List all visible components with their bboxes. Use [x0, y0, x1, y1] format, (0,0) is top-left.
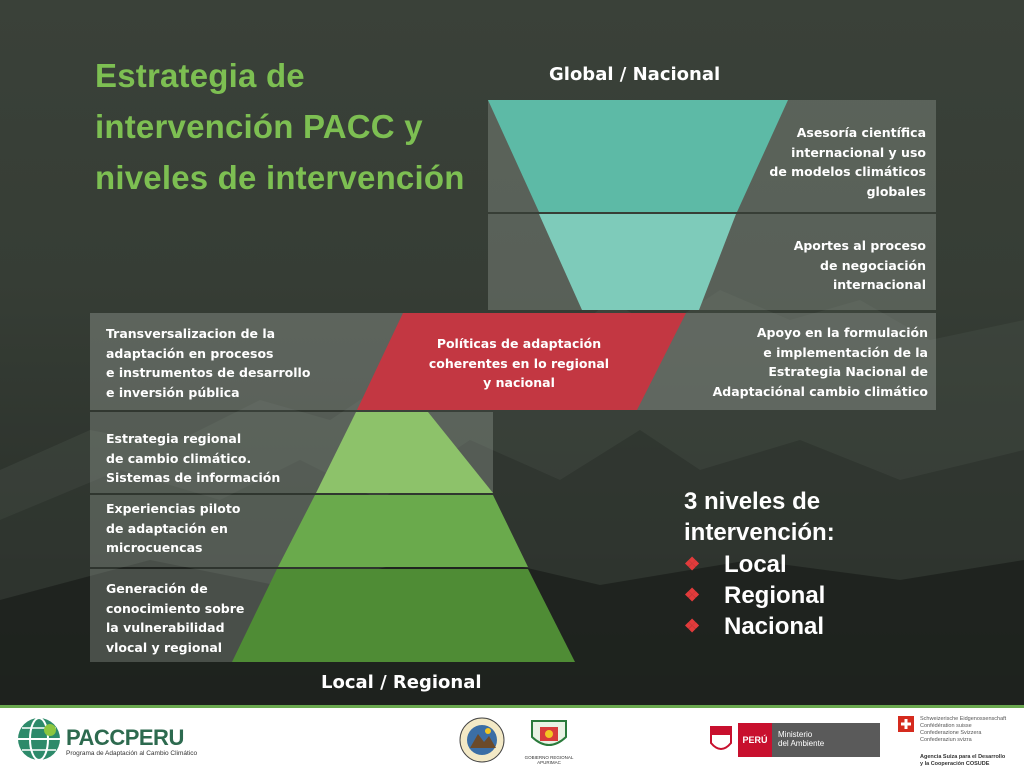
globe-icon [16, 716, 62, 762]
level-item [684, 549, 825, 580]
peru-label: PERÚ [738, 723, 772, 757]
pyramid-mid-text: Experiencias piloto de adaptación en microcuencas [106, 501, 241, 555]
apurimac-seal-icon [528, 715, 570, 753]
peru-shield-icon [708, 723, 734, 757]
middle-right-text: Apoyo en la formulación e implementación de la Estrategia Nacional de Adaptaciónal cambio climático [712, 325, 928, 399]
lower-right-text: Aportes al proceso de negociación internacional [793, 238, 926, 292]
level-item-label: Regional [724, 582, 826, 609]
pacc-tagline: Programa de Adaptación al Cambio Climático [66, 750, 198, 757]
middle-center-text: Políticas de adaptación coherentes en lo regional y nacional [428, 336, 610, 390]
levels-title: 3 niveles de intervención: [684, 488, 835, 546]
levels-list [684, 549, 825, 642]
diamond-bullet-icon: ❖ [684, 585, 701, 605]
footer-logos [0, 705, 1024, 768]
middle-left-text: Transversalizacion de la adaptación en procesos e instrumentos de desarrollo e inversión pública [106, 326, 311, 400]
level-item [684, 580, 825, 611]
level-item [684, 611, 825, 642]
cosude-text: Agencia Suiza para el Desarrollo y la Cooperación COSUDE [920, 754, 1006, 767]
upper-right-text: Asesoría científica internacional y uso de modelos climáticos globales [769, 125, 926, 199]
pyramid-top-text: Estrategia regional de cambio climático. Sistemas de información [106, 431, 281, 485]
slide-title: Estrategia de intervención PACC y niveles de intervención [95, 57, 465, 196]
pyramid-base-text: Generación de conocimiento sobre la vulnerabilidad vlocal y regional [106, 581, 245, 655]
swiss-confederation-text: Schweizerische Eidgenossenschaft Confédération suisse Confederazione Svizzera Confederaziun svizra [920, 716, 1007, 743]
apurimac-caption: GOBIERNO REGIONAL APURIMAC [524, 755, 574, 765]
level-item-label: Nacional [724, 613, 825, 640]
cusco-seal-icon [458, 716, 506, 764]
pacc-logo-text: PACCPERU [66, 725, 184, 750]
top-level-label: Global / Nacional [549, 64, 721, 85]
diamond-bullet-icon: ❖ [684, 616, 701, 636]
pyramid-mid [278, 495, 528, 567]
diamond-bullet-icon: ❖ [684, 554, 701, 574]
pyramid-base [232, 569, 575, 662]
level-item-label: Local [724, 551, 787, 578]
bottom-level-label: Local / Regional [321, 672, 482, 693]
swiss-flag-icon [898, 716, 914, 732]
ministry-logo [738, 723, 880, 757]
pyramid-top [316, 412, 493, 493]
ministry-label: Ministerio del Ambiente [772, 723, 880, 757]
